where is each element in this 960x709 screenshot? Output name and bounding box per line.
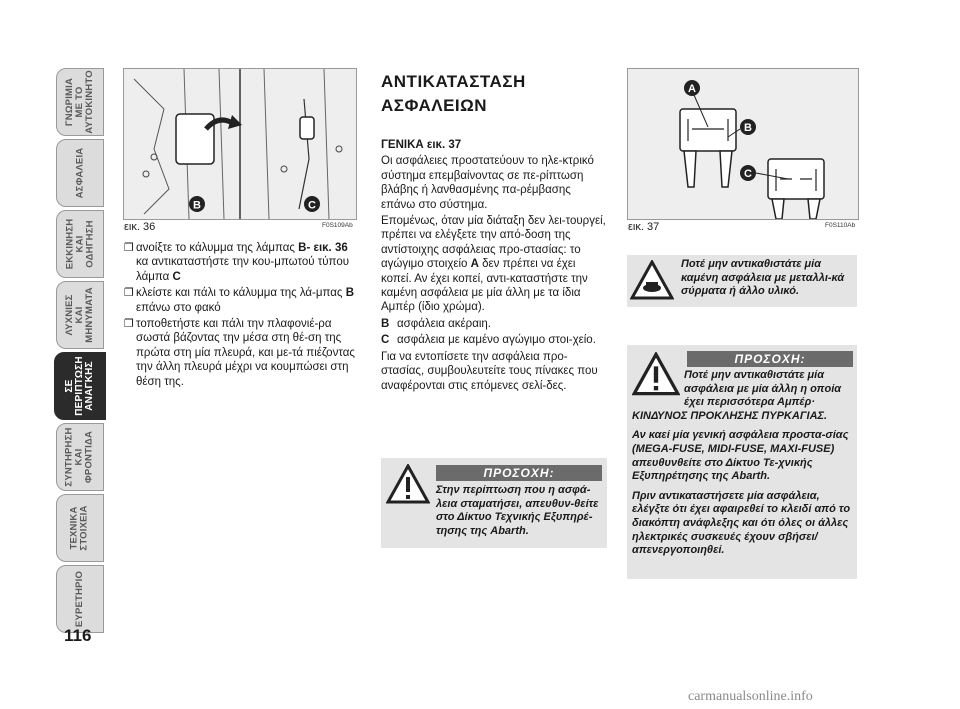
figure-36-caption: εικ. 36 bbox=[124, 221, 156, 233]
tab-technical-data[interactable] bbox=[56, 494, 104, 562]
figure-37-code: F0S110Ab bbox=[825, 222, 856, 229]
tab-emergency[interactable] bbox=[54, 352, 106, 420]
text: κλείστε και πάλι το κάλυμμα της λά-μπας bbox=[136, 287, 346, 300]
warning-emphasis: ΚΙΝΔΥΝΟΣ ΠΡΟΚΛΗΣΗΣ ΠΥΡΚΑΓΙΑΣ. bbox=[632, 409, 828, 422]
environment-warning-icon bbox=[630, 260, 674, 300]
warning-message: Στην περίπτωση που η ασφά-λεια σταματήσει, απευθυν-θείτε στο Δίκτυο Τεχνικής Εξυπηρέ-τησης της Abarth. bbox=[436, 484, 599, 537]
warning-label: ΠΡΟΣΟΧΗ: bbox=[687, 351, 853, 367]
label-c: C bbox=[308, 199, 316, 212]
label-b: B bbox=[193, 199, 201, 212]
page-number: 116 bbox=[64, 626, 92, 645]
tab-getting-to-know[interactable] bbox=[56, 68, 104, 136]
tab-label: ΤΕΧΝΙΚΑ ΣΤΟΙΧΕΙΑ bbox=[68, 505, 90, 551]
def-value: ασφάλεια με καμένο αγώγιμο στοι-χείο. bbox=[397, 334, 596, 347]
def-value: ασφάλεια ακέραιη. bbox=[397, 317, 491, 330]
watermark: carmanualsonline.info bbox=[688, 689, 813, 704]
tab-label: ΕΥΡΕΤΗΡΙΟ bbox=[74, 570, 85, 628]
figure-37 bbox=[627, 68, 859, 220]
bullet-marker: ❐ bbox=[124, 242, 134, 254]
figure-ref: εικ. 36 bbox=[313, 242, 348, 254]
figure-37-caption: εικ. 37 bbox=[628, 221, 660, 233]
paragraph: Οι ασφάλειες προστατεύουν το ηλε-κτρικό σύστημα επεμβαίνοντας σε πε-ρίπτωση βλάβης ή λανθασμένης πα-ρέμβασης επάνω στο σύστημα. bbox=[381, 155, 594, 211]
tab-label: ΓΝΩΡΙΜΙΑ ΜΕ ΤΟ ΑΥΤΟΚΙΝΗΤΟ bbox=[64, 70, 96, 134]
page-title bbox=[381, 70, 526, 118]
ref: B- bbox=[298, 242, 311, 254]
def-key: B bbox=[381, 317, 390, 330]
tab-safety[interactable] bbox=[56, 139, 104, 207]
tab-maintenance[interactable] bbox=[56, 423, 104, 491]
ref: C bbox=[172, 270, 181, 283]
text: Ποτέ μην αντικαθιστάτε μία ασφάλεια με μία άλλη η οποία έχει περισσότερα Αμπέρ· bbox=[684, 369, 842, 409]
fuse-illustration bbox=[628, 69, 858, 219]
subheading: ΓΕΝΙΚΑ εικ. 37 bbox=[381, 139, 462, 151]
warning-text bbox=[381, 484, 603, 538]
tab-label: ΕΚΚΙΝΗΣΗ ΚΑΙ ΟΔΗΓΗΣΗ bbox=[64, 218, 95, 270]
tab-label: ΛΥΧΝΙΕΣ ΚΑΙ ΜΗΝΥΜΑΤΑ bbox=[64, 287, 96, 343]
list-item bbox=[124, 241, 356, 284]
lamp-illustration bbox=[124, 69, 356, 219]
tab-label: ΑΣΦΑΛΕΙΑ bbox=[74, 147, 85, 199]
warning-text-right bbox=[632, 369, 853, 558]
left-column bbox=[124, 241, 356, 391]
middle-column bbox=[381, 138, 607, 395]
list-item bbox=[124, 317, 356, 389]
warning-paragraph: Αν καεί μία γενική ασφάλεια προστα-σίας (MEGA-FUSE, MIDI-FUSE, MAXI-FUSE) απευθυνθείτε στο Δίκτυο Τε-χνικής Εξυπηρέτησης της Abarth. bbox=[632, 429, 849, 483]
note-text: Ποτέ μην αντικαθιστάτε μία καμένη ασφάλεια με μεταλλι-κά σύρματα ή άλλο υλικό. bbox=[681, 258, 845, 298]
ref: A bbox=[470, 258, 479, 271]
definition bbox=[381, 333, 607, 347]
tab-index[interactable] bbox=[56, 565, 104, 633]
text: ανοίξτε το κάλυμμα της λάμπας bbox=[136, 242, 299, 254]
warning-paragraph: Πριν αντικαταστήσετε μία ασφάλεια, ελέγξτε ότι έχει αφαιρεθεί το κλειδί από το διακόπτη ανάφλεξης και ότι όλες οι άλλες ηλεκτρικές συσκευές έχουν σβήσει/απενεργοποιηθεί. bbox=[632, 489, 851, 557]
definition bbox=[381, 317, 607, 331]
text: επάνω στο φακό bbox=[136, 301, 221, 314]
ref: B bbox=[345, 287, 354, 300]
warning-paragraph bbox=[632, 369, 853, 410]
tab-label: ΣΕ ΠΕΡΙΠΤΩΣΗ ΑΝΑΓΚΗΣ bbox=[64, 356, 95, 416]
text: Επομένως, όταν μία διάταξη δεν λει-τουργεί, πρέπει να ελέγξετε την από-δοση της αντίστοιχης ασφάλειας προ-στασίας: το αγώγιμο στοιχείο bbox=[381, 215, 606, 271]
figure-36 bbox=[123, 68, 357, 220]
title-line: ΑΣΦΑΛΕΙΩΝ bbox=[381, 96, 488, 115]
text: τοποθετήστε και πάλι την πλαφονιέ-ρα σωστά βάζοντας την μέσα στη θέ-ση της πρώτα στη μία πλευρά, και με-τά πιέζοντας την άλλη πλευρά μέχρι να κουμπώσει στη θέση της. bbox=[136, 318, 355, 388]
text: δεν πρέπει να έχει κοπεί. Αν έχει κοπεί, αντι-καταστήστε την καμένη ασφάλεια με μία άλλη με τα ίδια Αμπέρ (ίδιο χρώμα). bbox=[381, 258, 588, 314]
paragraph: Για να εντοπίσετε την ασφάλεια προ-στασίας, συμβουλευτείτε τους πίνακες που αναφέρονται στις επόμενες σελί-δες. bbox=[381, 350, 598, 392]
label-b: B bbox=[744, 122, 752, 134]
figure-36-code: F0S109Ab bbox=[322, 222, 353, 229]
def-key: C bbox=[381, 334, 390, 347]
bullet-marker: ❐ bbox=[124, 287, 134, 300]
title-line: ΑΝΤΙΚΑΤΑΣΤΑΣΗ bbox=[381, 72, 526, 91]
tab-starting-driving[interactable] bbox=[56, 210, 104, 278]
warning-label: ΠΡΟΣΟΧΗ: bbox=[436, 465, 602, 481]
tab-label: ΣΥΝΤΗΡΗΣΗ ΚΑΙ ΦΡΟΝΤΙΔΑ bbox=[64, 427, 95, 487]
bullet-marker: ❐ bbox=[124, 318, 134, 331]
tab-lights-messages[interactable] bbox=[56, 281, 104, 349]
list-item bbox=[124, 286, 356, 315]
label-c: C bbox=[744, 168, 752, 180]
text: κα αντικαταστήστε την κου-μπωτού τύπου λάμπα bbox=[136, 256, 350, 283]
label-a: A bbox=[688, 83, 696, 95]
paragraph bbox=[381, 214, 607, 315]
